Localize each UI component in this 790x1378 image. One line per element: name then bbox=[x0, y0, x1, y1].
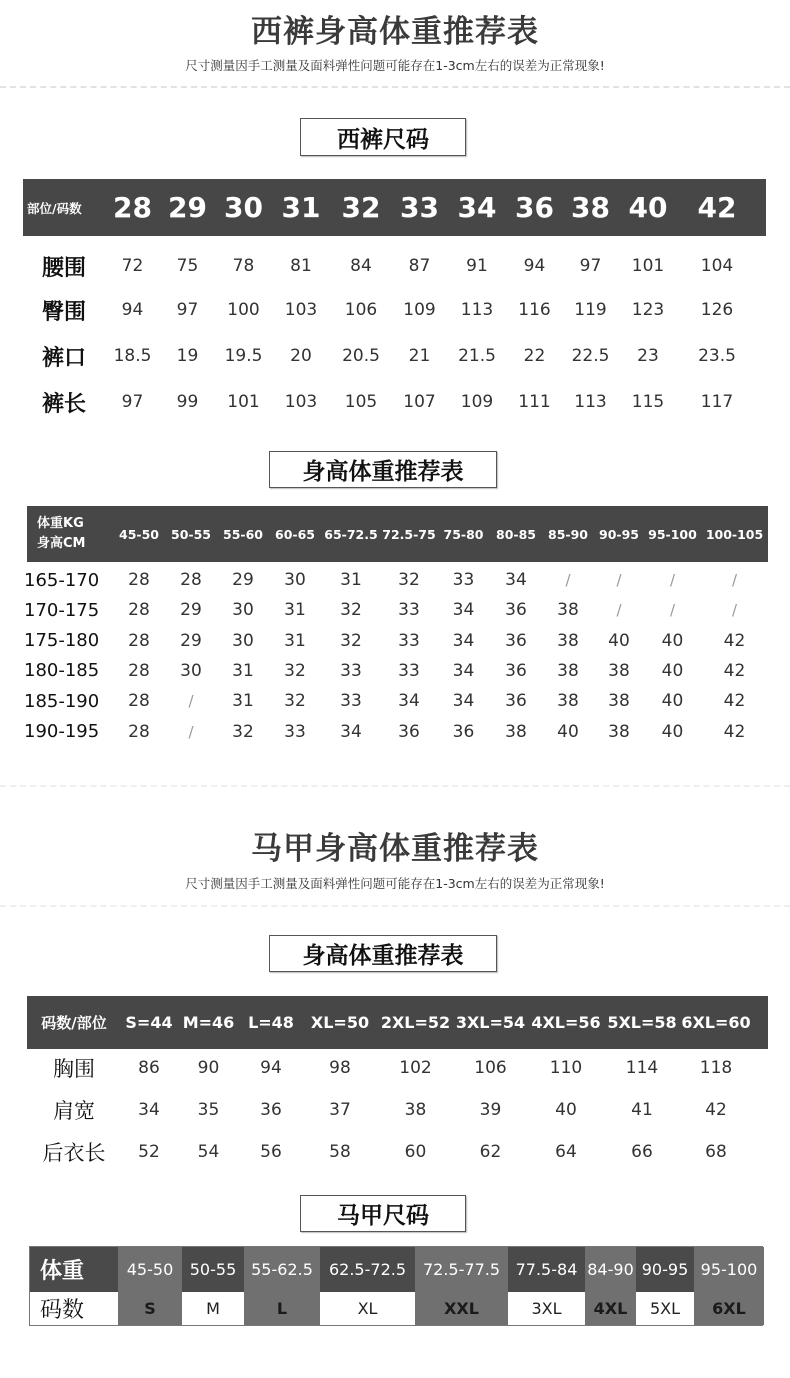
recommended-size-cell: 42 bbox=[723, 721, 746, 742]
size-value: L bbox=[244, 1292, 320, 1325]
recommended-size-cell: / bbox=[565, 571, 571, 589]
weight-size-column bbox=[415, 1247, 508, 1325]
table-cell: 118 bbox=[699, 1058, 733, 1078]
recommended-size-cell: 42 bbox=[723, 630, 746, 651]
row-labels-column bbox=[30, 1247, 118, 1325]
pants-title: 西裤身高体重推荐表 bbox=[251, 14, 539, 50]
recommended-size-cell: 36 bbox=[505, 691, 527, 712]
size-value: XL bbox=[320, 1292, 415, 1325]
weight-axis-label: 体重KG bbox=[37, 516, 84, 531]
size-header: 38 bbox=[571, 191, 610, 224]
table-row bbox=[22, 565, 768, 595]
size-header: 34 bbox=[457, 191, 497, 224]
table-cell: 36 bbox=[260, 1100, 282, 1120]
recommended-size-cell: / bbox=[188, 692, 194, 711]
table-cell: 126 bbox=[700, 300, 734, 320]
recommended-size-cell: 33 bbox=[340, 691, 362, 712]
table-cell: 101 bbox=[631, 256, 665, 276]
table-cell: 94 bbox=[121, 300, 144, 320]
weight-range: 45-50 bbox=[118, 1247, 182, 1292]
table-cell: 64 bbox=[555, 1142, 577, 1162]
weight-size-column bbox=[118, 1247, 182, 1325]
weight-range: 50-55 bbox=[182, 1247, 244, 1292]
recommended-size-cell: / bbox=[669, 571, 676, 589]
size-value: 6XL bbox=[694, 1292, 764, 1325]
row-label: 腰围 bbox=[41, 255, 86, 281]
recommended-size-cell: 34 bbox=[452, 691, 475, 712]
size-value: S bbox=[118, 1292, 182, 1325]
recommended-size-cell: 28 bbox=[128, 600, 150, 621]
recommended-size-cell: 29 bbox=[180, 630, 202, 651]
size-header: 28 bbox=[113, 191, 152, 224]
height-range-label: 180-185 bbox=[24, 660, 100, 682]
recommended-size-cell: 33 bbox=[452, 570, 475, 590]
table-cell: 119 bbox=[574, 300, 607, 320]
recommended-size-cell: 29 bbox=[232, 570, 254, 590]
size-header: 42 bbox=[697, 191, 737, 224]
height-range-label: 185-190 bbox=[24, 690, 100, 712]
recommended-size-cell: 29 bbox=[180, 600, 202, 621]
recommended-size-cell: 33 bbox=[398, 630, 420, 651]
weight-range-header: 100-105 bbox=[705, 526, 764, 542]
recommended-size-cell: 34 bbox=[505, 570, 527, 590]
table-cell: 35 bbox=[197, 1100, 220, 1120]
weight-range: 77.5-84 bbox=[508, 1247, 585, 1292]
weight-range-header: 90-95 bbox=[599, 526, 639, 542]
weight-range-header: 95-100 bbox=[648, 526, 697, 542]
size-value: M bbox=[182, 1292, 244, 1325]
table-cell: 39 bbox=[479, 1100, 502, 1120]
recommended-size-cell: 36 bbox=[452, 721, 475, 742]
recommended-size-cell: 34 bbox=[452, 660, 475, 681]
table-cell: 78 bbox=[232, 256, 255, 276]
table-cell: 99 bbox=[176, 392, 199, 412]
table-cell: 81 bbox=[290, 256, 312, 276]
weight-range-header: 75-80 bbox=[443, 526, 484, 542]
size-header: 29 bbox=[168, 191, 207, 224]
weight-size-column bbox=[508, 1247, 585, 1325]
table-cell: 40 bbox=[555, 1100, 577, 1120]
table-row bbox=[22, 656, 768, 686]
weight-size-column bbox=[320, 1247, 415, 1325]
table-cell: 75 bbox=[176, 256, 199, 276]
weight-range: 62.5-72.5 bbox=[320, 1247, 415, 1292]
weight-range-header: 80-85 bbox=[496, 526, 536, 542]
table-cell: 123 bbox=[631, 300, 665, 320]
weight-size-column bbox=[636, 1247, 694, 1325]
table-cell: 60 bbox=[404, 1142, 427, 1162]
table-cell: 86 bbox=[138, 1058, 160, 1078]
recommended-size-cell: 33 bbox=[398, 660, 420, 681]
recommended-size-cell: 31 bbox=[232, 691, 254, 712]
table-cell: 100 bbox=[227, 300, 260, 320]
table-cell: 54 bbox=[197, 1142, 220, 1162]
size-value: 3XL bbox=[508, 1292, 585, 1325]
table-cell: 18.5 bbox=[113, 346, 152, 366]
corner-label bbox=[27, 514, 113, 554]
recommended-size-cell: / bbox=[188, 722, 194, 741]
table-cell: 97 bbox=[579, 256, 602, 276]
recommended-size-cell: / bbox=[616, 601, 622, 620]
recommended-size-cell: 33 bbox=[340, 660, 362, 681]
vest-title: 马甲身高体重推荐表 bbox=[251, 831, 539, 867]
weight-range-header: 55-60 bbox=[223, 526, 263, 542]
weight-range-header: 65-72.5 bbox=[324, 526, 378, 542]
recommended-size-cell: 32 bbox=[232, 721, 254, 742]
recommended-size-cell: 31 bbox=[284, 600, 306, 621]
recommended-size-cell: 38 bbox=[608, 660, 630, 681]
table-cell: 97 bbox=[121, 392, 144, 412]
recommended-size-cell: 40 bbox=[661, 630, 684, 651]
table-cell: 98 bbox=[329, 1058, 351, 1078]
weight-size-column bbox=[182, 1247, 244, 1325]
row-label: 裤长 bbox=[41, 391, 86, 417]
table-row bbox=[27, 1089, 768, 1131]
table-cell: 117 bbox=[700, 392, 734, 412]
divider bbox=[0, 905, 790, 907]
size-header: 6XL=60 bbox=[681, 1013, 751, 1032]
recommended-size-cell: 38 bbox=[557, 630, 579, 651]
recommended-size-cell: 38 bbox=[608, 691, 630, 712]
recommended-size-cell: 40 bbox=[608, 630, 630, 651]
weight-range: 90-95 bbox=[636, 1247, 694, 1292]
pants-rec-table-header bbox=[27, 506, 768, 562]
weight-range-header: 72.5-75 bbox=[382, 526, 436, 542]
size-header: M=46 bbox=[182, 1013, 235, 1032]
table-cell: 103 bbox=[284, 300, 318, 320]
table-cell: 116 bbox=[518, 300, 551, 320]
table-cell: 22 bbox=[523, 346, 546, 366]
recommended-size-cell: 32 bbox=[398, 570, 420, 590]
table-cell: 106 bbox=[344, 300, 378, 320]
size-header: 33 bbox=[400, 191, 439, 224]
size-header: 2XL=52 bbox=[380, 1013, 451, 1032]
weight-range: 55-62.5 bbox=[244, 1247, 320, 1292]
table-cell: 103 bbox=[284, 392, 318, 412]
table-cell: 104 bbox=[700, 256, 734, 276]
table-cell: 113 bbox=[460, 300, 494, 320]
table-cell: 84 bbox=[350, 256, 372, 276]
table-cell: 105 bbox=[344, 392, 378, 412]
vest-rec-box-label: 身高体重推荐表 bbox=[269, 935, 497, 972]
weight-range-header: 50-55 bbox=[171, 526, 211, 542]
recommended-size-cell: 36 bbox=[505, 600, 527, 621]
weight-range: 84-90 bbox=[585, 1247, 636, 1292]
recommended-size-cell: 32 bbox=[284, 660, 306, 681]
recommended-size-cell: 34 bbox=[452, 600, 475, 621]
table-cell: 109 bbox=[460, 392, 494, 412]
table-cell: 87 bbox=[408, 256, 431, 276]
pants-size-table-header bbox=[23, 179, 766, 236]
vest-size-table-header bbox=[27, 996, 768, 1049]
table-row bbox=[23, 334, 766, 378]
table-cell: 37 bbox=[329, 1100, 351, 1120]
table-cell: 20 bbox=[290, 346, 312, 366]
weight-range-header: 60-65 bbox=[275, 526, 315, 542]
size-header: 40 bbox=[628, 191, 668, 224]
recommended-size-cell: 28 bbox=[128, 660, 150, 681]
recommended-size-cell: 33 bbox=[284, 721, 306, 742]
row-label: 后衣长 bbox=[42, 1141, 106, 1165]
recommended-size-cell: / bbox=[669, 601, 676, 620]
size-header: 3XL=54 bbox=[455, 1013, 526, 1032]
height-range-label: 190-195 bbox=[24, 721, 100, 742]
recommended-size-cell: 28 bbox=[128, 570, 150, 590]
size-value: XXL bbox=[415, 1292, 508, 1325]
size-header: L=48 bbox=[248, 1013, 294, 1032]
pants-size-box-label: 西裤尺码 bbox=[300, 118, 466, 156]
recommended-size-cell: / bbox=[616, 571, 622, 589]
recommended-size-cell: 28 bbox=[128, 691, 150, 712]
recommended-size-cell: 28 bbox=[180, 570, 202, 590]
table-cell: 114 bbox=[625, 1058, 659, 1078]
table-row bbox=[22, 717, 768, 747]
recommended-size-cell: 32 bbox=[340, 600, 362, 621]
recommended-size-cell: 31 bbox=[340, 570, 362, 590]
recommended-size-cell: 30 bbox=[232, 630, 254, 651]
table-cell: 91 bbox=[466, 256, 488, 276]
divider bbox=[0, 785, 790, 787]
table-cell: 94 bbox=[260, 1058, 282, 1078]
recommended-size-cell: 36 bbox=[505, 630, 527, 651]
table-cell: 94 bbox=[523, 256, 546, 276]
recommended-size-cell: 36 bbox=[505, 660, 527, 681]
table-cell: 109 bbox=[403, 300, 436, 320]
table-row bbox=[22, 595, 768, 625]
recommended-size-cell: 38 bbox=[557, 691, 579, 712]
recommended-size-cell: 30 bbox=[180, 660, 202, 681]
vest-note: 尺寸测量因手工测量及面料弹性问题可能存在1-3cm左右的误差为正常现象! bbox=[185, 876, 605, 891]
recommended-size-cell: 38 bbox=[557, 600, 579, 621]
size-value: 4XL bbox=[585, 1292, 636, 1325]
table-cell: 19.5 bbox=[224, 346, 263, 366]
size-header: 5XL=58 bbox=[607, 1013, 677, 1032]
table-cell: 101 bbox=[227, 392, 260, 412]
recommended-size-cell: 34 bbox=[398, 691, 420, 712]
table-row bbox=[23, 244, 766, 288]
table-cell: 56 bbox=[260, 1142, 282, 1162]
row-label: 胸围 bbox=[53, 1057, 95, 1081]
recommended-size-cell: 31 bbox=[284, 630, 306, 651]
height-range-label: 165-170 bbox=[24, 569, 100, 591]
recommended-size-cell: 40 bbox=[661, 691, 684, 712]
size-header: 36 bbox=[515, 191, 554, 224]
weight-range: 95-100 bbox=[694, 1247, 764, 1292]
recommended-size-cell: 40 bbox=[557, 721, 579, 742]
weight-range-header: 45-50 bbox=[119, 526, 159, 542]
table-cell: 22.5 bbox=[571, 346, 610, 366]
table-row bbox=[23, 288, 766, 332]
recommended-size-cell: 42 bbox=[723, 691, 746, 712]
size-label: 码数 bbox=[30, 1292, 118, 1325]
recommended-size-cell: 34 bbox=[452, 630, 475, 651]
row-label: 肩宽 bbox=[53, 1099, 95, 1123]
pants-rec-box-label: 身高体重推荐表 bbox=[269, 451, 497, 488]
table-cell: 102 bbox=[399, 1058, 432, 1078]
size-value: 5XL bbox=[636, 1292, 694, 1325]
weight-range: 72.5-77.5 bbox=[415, 1247, 508, 1292]
size-header: 30 bbox=[224, 191, 263, 224]
table-cell: 20.5 bbox=[342, 346, 380, 366]
height-axis-label: 身高CM bbox=[37, 536, 86, 551]
recommended-size-cell: 34 bbox=[340, 721, 362, 742]
weight-range-header: 85-90 bbox=[548, 526, 588, 542]
table-cell: 52 bbox=[138, 1142, 160, 1162]
recommended-size-cell: 38 bbox=[505, 721, 527, 742]
recommended-size-cell: 42 bbox=[723, 660, 746, 681]
table-row bbox=[22, 686, 768, 716]
table-cell: 58 bbox=[329, 1142, 351, 1162]
divider bbox=[0, 86, 790, 88]
table-cell: 90 bbox=[197, 1058, 220, 1078]
recommended-size-cell: 40 bbox=[661, 660, 684, 681]
height-range-label: 175-180 bbox=[24, 630, 100, 652]
height-range-label: 170-175 bbox=[24, 599, 100, 621]
table-cell: 23.5 bbox=[698, 346, 736, 366]
corner-label: 部位/码数 bbox=[27, 200, 82, 216]
table-cell: 113 bbox=[574, 392, 607, 412]
recommended-size-cell: 28 bbox=[128, 721, 150, 742]
table-cell: 23 bbox=[637, 346, 659, 366]
recommended-size-cell: 30 bbox=[232, 600, 254, 621]
table-row bbox=[27, 1131, 768, 1173]
table-cell: 66 bbox=[631, 1142, 653, 1162]
recommended-size-cell: 36 bbox=[398, 721, 420, 742]
table-cell: 38 bbox=[404, 1100, 427, 1120]
size-header: 4XL=56 bbox=[531, 1013, 601, 1032]
table-cell: 42 bbox=[705, 1100, 727, 1120]
vest-weight-size-table bbox=[29, 1246, 763, 1326]
table-cell: 62 bbox=[479, 1142, 502, 1162]
weight-size-column bbox=[585, 1247, 636, 1325]
table-cell: 21.5 bbox=[458, 346, 496, 366]
table-cell: 111 bbox=[518, 392, 551, 412]
weight-label: 体重 bbox=[30, 1247, 118, 1292]
recommended-size-cell: 38 bbox=[608, 721, 630, 742]
table-cell: 34 bbox=[138, 1100, 160, 1120]
row-label: 裤口 bbox=[41, 345, 86, 371]
recommended-size-cell: 32 bbox=[284, 691, 306, 712]
size-header: XL=50 bbox=[310, 1013, 370, 1032]
table-cell: 110 bbox=[549, 1058, 583, 1078]
recommended-size-cell: 33 bbox=[398, 600, 420, 621]
table-row bbox=[27, 1047, 768, 1089]
recommended-size-cell: 30 bbox=[284, 570, 306, 590]
pants-note: 尺寸测量因手工测量及面料弹性问题可能存在1-3cm左右的误差为正常现象! bbox=[185, 58, 605, 73]
size-header: S=44 bbox=[125, 1013, 173, 1032]
row-label: 臀围 bbox=[41, 299, 86, 325]
weight-size-column bbox=[244, 1247, 320, 1325]
table-cell: 41 bbox=[631, 1100, 653, 1120]
recommended-size-cell: / bbox=[731, 571, 738, 589]
recommended-size-cell: / bbox=[731, 601, 738, 620]
table-row bbox=[23, 380, 766, 424]
recommended-size-cell: 32 bbox=[340, 630, 362, 651]
table-cell: 19 bbox=[176, 346, 199, 366]
size-header: 32 bbox=[341, 191, 381, 224]
table-row bbox=[22, 626, 768, 656]
recommended-size-cell: 31 bbox=[232, 660, 254, 681]
table-cell: 97 bbox=[176, 300, 199, 320]
table-cell: 115 bbox=[631, 392, 665, 412]
vest-size-box-label: 马甲尺码 bbox=[300, 1195, 466, 1232]
table-cell: 106 bbox=[474, 1058, 507, 1078]
recommended-size-cell: 38 bbox=[557, 660, 579, 681]
recommended-size-cell: 28 bbox=[128, 630, 150, 651]
weight-size-column bbox=[694, 1247, 764, 1325]
table-cell: 68 bbox=[705, 1142, 727, 1162]
size-header: 31 bbox=[281, 191, 321, 224]
corner-label: 码数/部位 bbox=[41, 1014, 107, 1032]
recommended-size-cell: 40 bbox=[661, 721, 684, 742]
table-cell: 21 bbox=[408, 346, 431, 366]
table-cell: 72 bbox=[121, 256, 144, 276]
table-cell: 107 bbox=[403, 392, 436, 412]
